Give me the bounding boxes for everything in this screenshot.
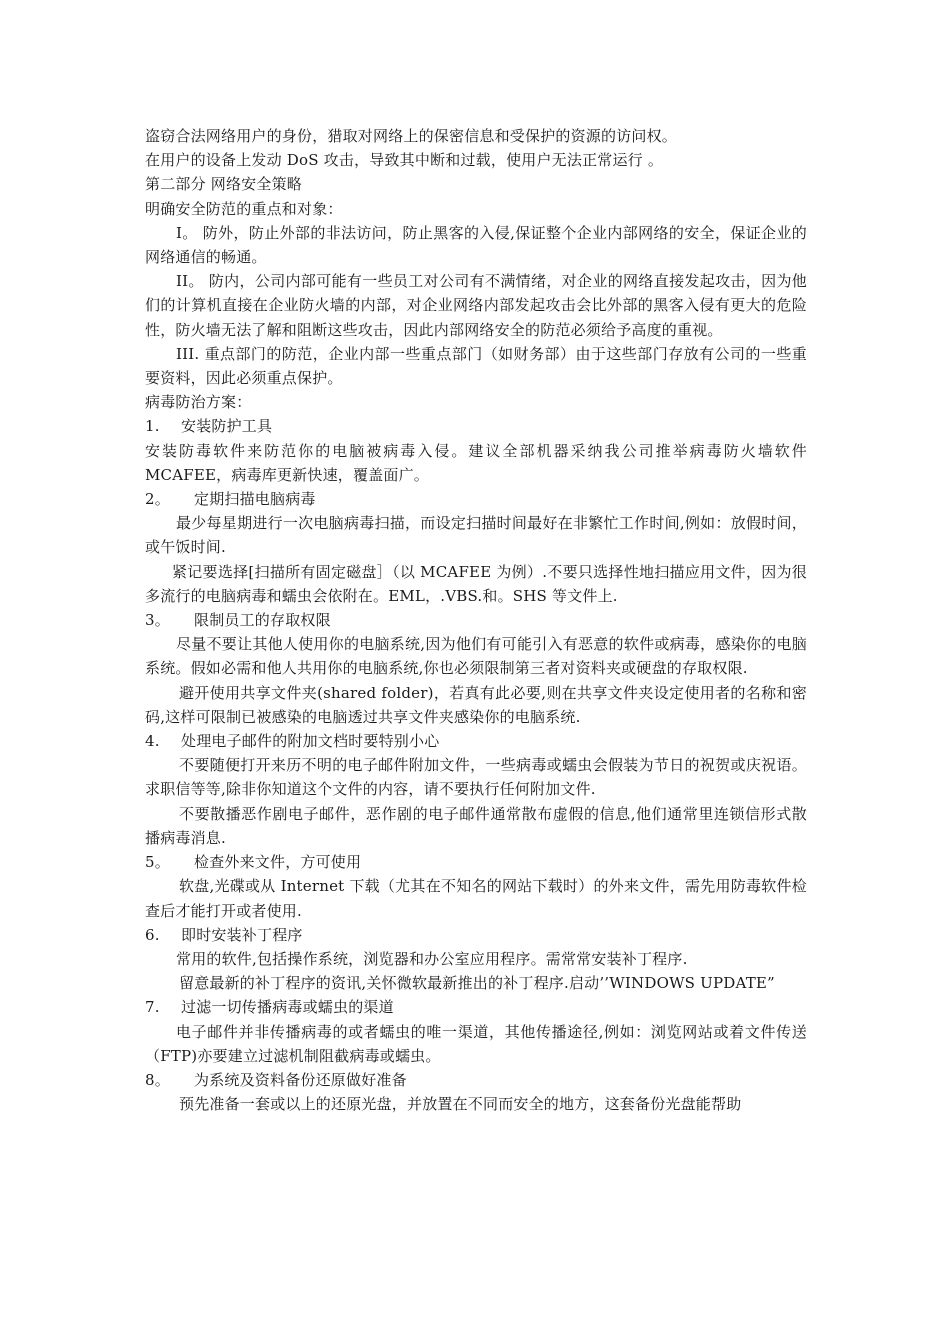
list-heading [145,414,807,438]
paragraph: 常用的软件,包括操作系统，浏览器和办公室应用程序。需常常安装补丁程序. [176,949,688,968]
list-heading [145,995,807,1019]
paragraph: 明确安全防范的重点和对象： [145,199,343,218]
list-heading-text: 处理电子邮件的附加文档时要特别小心 [181,732,440,751]
list-heading-text: 即时安装补丁程序 [181,925,303,944]
list-number: 7. [145,998,160,1017]
paragraph: 紧记要选择[扫描所有固定磁盘］（以 MCAFEE 为例）.不要只选择性地扫描应用文件，因为很多流行的电脑病毒和蠕虫会依附在。EML，.VBS.和。SHS 等文件上. [145,562,807,605]
list-heading-text: 定期扫描电脑病毒 [194,490,316,509]
document-body [145,124,807,1116]
paragraph: III. 重点部门的防范，企业内部一些重点部门（如财务部）由于这些部门存放有公司的一些重要资料，因此必须重点保护。 [145,344,807,388]
list-heading [145,923,807,947]
section-heading: 第二部分 网络安全策略 [145,175,302,194]
list-heading-text: 为系统及资料备份还原做好准备 [194,1070,407,1089]
paragraph: II。 防内，公司内部可能有一些员工对公司有不满情绪，对企业的网络直接发起攻击，因为他们的计算机直接在企业防火墙的内部，对企业网络内部发起攻击会比外部的黑客入侵有更大的危险性，防火墙无法了解和阻断这些攻击，因此内部网络安全的防范必须给予高度的重视。 [145,272,807,339]
list-heading [145,729,807,753]
paragraph: 不要随便打开来历不明的电子邮件附加文件，一些病毒或蠕虫会假装为节日的祝贺或庆祝语。求职信等等,除非你知道这个文件的内容，请不要执行任何附加文件. [145,756,807,799]
paragraph: 预先准备一套或以上的还原光盘，并放置在不同而安全的地方，这套备份光盘能帮助 [179,1095,742,1114]
list-number: 4. [145,732,160,751]
paragraph: 软盘,光碟或从 Internet 下载（尤其在不知名的网站下载时）的外来文件，需先用防毒软件检查后才能打开或者使用. [145,877,807,920]
list-heading-text: 过滤一切传播病毒或蠕虫的渠道 [181,998,394,1017]
paragraph: 留意最新的补丁程序的资讯,关怀微软最新推出的补丁程序.启动’’WINDOWS UPDATE” [179,974,775,993]
list-heading [145,608,807,632]
paragraph: 电子邮件并非传播病毒的或者蠕虫的唯一渠道，其他传播途径,例如：浏览网站或着文件传送（FTP)亦要建立过滤机制阻截病毒或蠕虫。 [145,1022,807,1065]
paragraph: 病毒防治方案： [145,393,252,412]
paragraph: 避开使用共享文件夹(shared folder)，若真有此必要,则在共享文件夹设定使用者的名称和密码,这样可限制已被感染的电脑透过共享文件夹感染你的电脑系统. [145,683,807,726]
paragraph: 安装防毒软件来防范你的电脑被病毒入侵。建议全部机器采纳我公司推举病毒防火墙软件 MCAFEE，病毒库更新快速，覆盖面广。 [145,441,807,484]
list-number: 3。 [145,611,170,630]
list-heading [145,487,807,511]
list-number: 1. [145,417,160,436]
paragraph: 最少每星期进行一次电脑病毒扫描，而设定扫描时间最好在非繁忙工作时间,例如：放假时间，或午饭时间. [145,514,807,557]
list-heading-text: 检查外来文件，方可使用 [194,853,362,872]
list-number: 2。 [145,490,170,509]
list-heading [145,1068,807,1092]
list-number: 6. [145,925,160,944]
paragraph: 在用户的设备上发动 DoS 攻击，导致其中断和过载，使用户无法正常运行 。 [145,151,664,170]
paragraph: 不要散播恶作剧电子邮件，恶作剧的电子邮件通常散布虚假的信息,他们通常里连锁信形式散播病毒消息. [145,804,807,847]
paragraph: 尽量不要让其他人使用你的电脑系统,因为他们有可能引入有恶意的软件或病毒，感染你的电脑系统。假如必需和他人共用你的电脑系统,你也必须限制第三者对资料夹或硬盘的存取权限. [145,635,807,678]
paragraph: I。 防外，防止外部的非法访问，防止黑客的入侵,保证整个企业内部网络的安全，保证企业的网络通信的畅通。 [145,223,807,267]
list-heading [145,850,807,874]
paragraph: 盗窃合法网络用户的身份，猎取对网络上的保密信息和受保护的资源的访问权。 [145,127,678,145]
list-number: 8。 [145,1070,170,1089]
list-heading-text: 安装防护工具 [181,417,273,436]
list-number: 5。 [145,853,170,872]
list-heading-text: 限制员工的存取权限 [194,611,331,630]
